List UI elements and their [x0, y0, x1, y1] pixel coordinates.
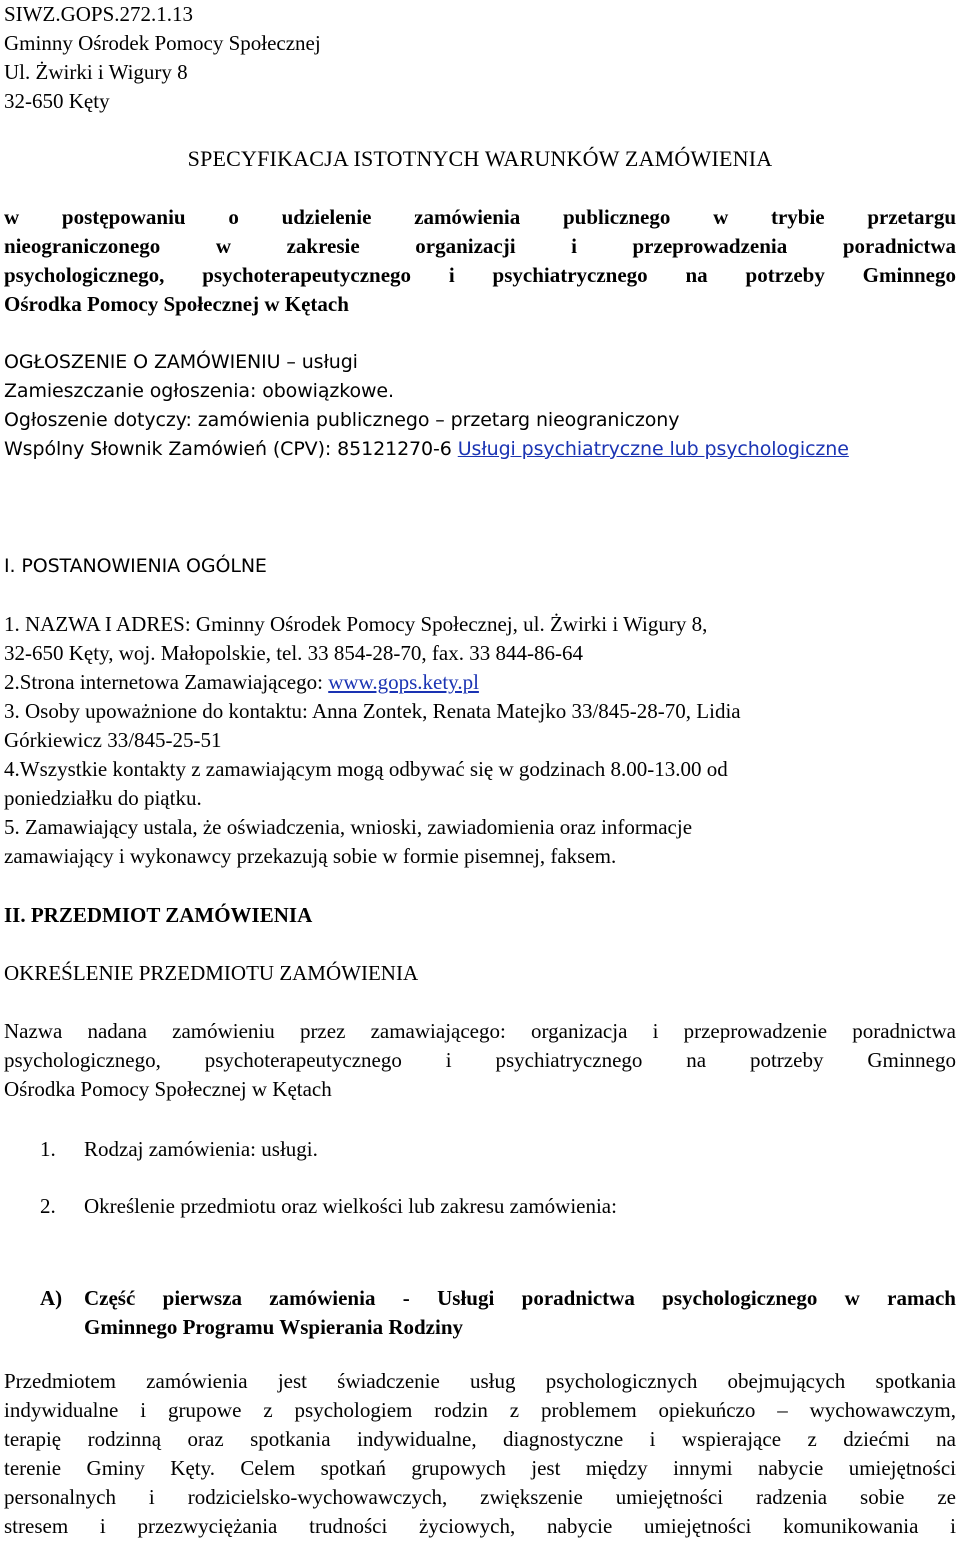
section-subheading: OKREŚLENIE PRZEDMIOTU ZAMÓWIENIA — [4, 961, 419, 985]
org-city: 32-650 Kęty — [4, 89, 110, 113]
body-line: indywidualne i grupowe z psychologiem rodzin z problemem opiekuńczo – wychowawczym, — [4, 1398, 956, 1422]
section-heading: II. PRZEDMIOT ZAMÓWIENIA — [4, 903, 313, 927]
page-title: SPECYFIKACJA ISTOTNYCH WARUNKÓW ZAMÓWIENIA — [187, 146, 773, 171]
list-item-number: 1. — [40, 1137, 56, 1161]
body-line: terenie Gminy Kęty. Celem spotkań grupowych jest między innymi nabycie umiejętności — [4, 1456, 956, 1480]
body-line: stresem i przezwyciężania trudności życiowych, nabycie umiejętności komunikowania i — [4, 1514, 956, 1538]
order-name-line: Nazwa nadana zamówieniu przez zamawiającego: organizacja i przeprowadzenie poradnictwa — [4, 1019, 956, 1043]
list-item-text: Określenie przedmiotu oraz wielkości lub zakresu zamówienia: — [84, 1194, 617, 1218]
section1-item: 1. NAZWA I ADRES: Gminny Ośrodek Pomocy Społecznej, ul. Żwirki i Wigury 8, — [4, 612, 708, 636]
body-line: terapię rodzinną oraz spotkania indywidualne, diagnostyczne i wspierające z dziećmi na — [4, 1427, 956, 1451]
body-line: personalnych i rodzicielsko-wychowawczych, zwiększenie umiejętności radzenia sobie ze — [4, 1485, 956, 1509]
section1-item: poniedziałku do piątku. — [4, 786, 202, 810]
section1-item: 3. Osoby upoważnione do kontaktu: Anna Zontek, Renata Matejko 33/845-28-70, Lidia — [4, 699, 741, 723]
section1-item: 4.Wszystkie kontakty z zamawiającym mogą odbywać się w godzinach 8.00-13.00 od — [4, 757, 728, 781]
cpv-link[interactable]: Usługi psychiatryczne lub psychologiczne — [457, 438, 849, 460]
website-label: 2.Strona internetowa Zamawiającego: — [4, 670, 323, 694]
section1-item — [4, 668, 956, 696]
website-link[interactable]: www.gops.kety.pl — [328, 670, 479, 694]
intro-line: psychologicznego, psychoterapeutycznego i psychiatrycznego na potrzeby Gminnego — [4, 263, 956, 287]
list-item-number: 2. — [40, 1194, 56, 1218]
part-a-label: A) — [40, 1286, 63, 1310]
section1-item: Górkiewicz 33/845-25-51 — [4, 728, 222, 752]
part-a-title: Część pierwsza zamówienia - Usługi poradnictwa psychologicznego w ramach — [84, 1286, 956, 1310]
body-line: Przedmiotem zamówienia jest świadczenie usług psychologicznych obejmujących spotkania — [4, 1369, 956, 1393]
intro-line: nieograniczonego w zakresie organizacji i przeprowadzenia poradnictwa — [4, 234, 956, 258]
section-heading: I. POSTANOWIENIA OGÓLNE — [4, 555, 267, 577]
section1-item: 5. Zamawiający ustala, że oświadczenia, wnioski, zawiadomienia oraz informacje — [4, 815, 693, 839]
order-name-line: psychologicznego, psychoterapeutycznego i psychiatrycznego na potrzeby Gminnego — [4, 1048, 956, 1072]
notice-line: Ogłoszenie dotyczy: zamówienia publicznego – przetarg nieograniczony — [4, 409, 680, 431]
intro-line: w postępowaniu o udzielenie zamówienia publicznego w trybie przetargu — [4, 205, 956, 229]
cpv-line — [4, 435, 956, 463]
notice-line: Zamieszczanie ogłoszenia: obowiązkowe. — [4, 380, 394, 402]
section1-item: zamawiający i wykonawcy przekazują sobie w formie pisemnej, faksem. — [4, 844, 617, 868]
cpv-code: Wspólny Słownik Zamówień (CPV): 85121270-6 — [4, 438, 452, 460]
intro-line: Ośrodka Pomocy Społecznej w Kętach — [4, 292, 349, 316]
org-street: Ul. Żwirki i Wigury 8 — [4, 60, 188, 84]
section1-item: 32-650 Kęty, woj. Małopolskie, tel. 33 854-28-70, fax. 33 844-86-64 — [4, 641, 583, 665]
order-name-line: Ośrodka Pomocy Społecznej w Kętach — [4, 1077, 332, 1101]
document-reference: SIWZ.GOPS.272.1.13 — [4, 2, 194, 26]
org-name: Gminny Ośrodek Pomocy Społecznej — [4, 31, 321, 55]
part-a-title: Gminnego Programu Wspierania Rodziny — [84, 1315, 463, 1339]
list-item-text: Rodzaj zamówienia: usługi. — [84, 1137, 318, 1161]
notice-line: OGŁOSZENIE O ZAMÓWIENIU – usługi — [4, 351, 358, 373]
